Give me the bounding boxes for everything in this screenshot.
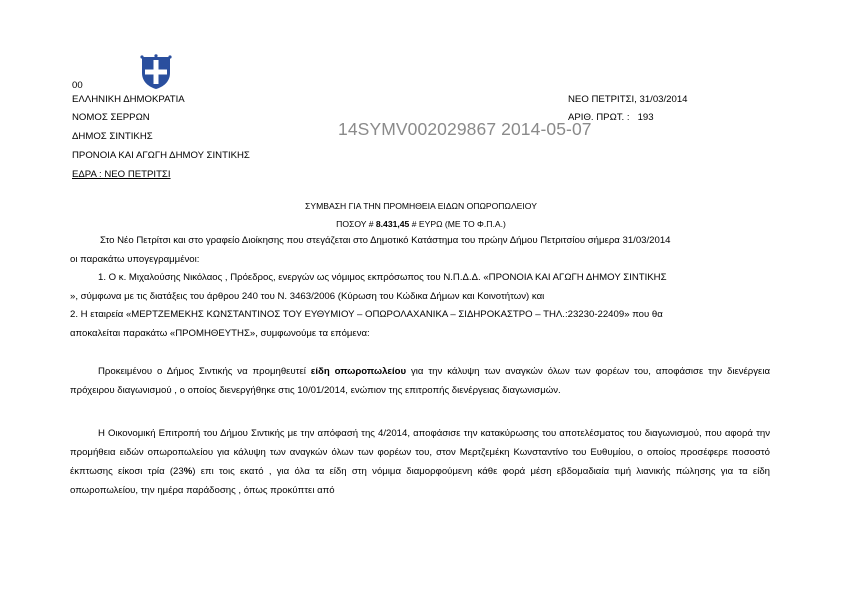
contract-title: ΣΥΜΒΑΣΗ ΓΙΑ ΤΗΝ ΠΡΟΜΗΘΕΙΑ ΕΙΔΩΝ ΟΠΩΡΟΠΩΛΕΙΟΥ	[305, 201, 537, 211]
para3-text-a: Η Οικονομική Επιτροπή του Δήμου Σιντικής με την απόφασή της 4/2014, αποφάσισε την κατακύρωσης του αποτελέσματος του διαγωνισμού, που αφορά την προμήθεια ειδών οπωροπωλείου για κάλυψη των αναγκών όλων των φορέων του, στον Μερτζεμέκη Κωνσταντίνο του Ευθυμίου, ο οποίος προσέφερε ποσοστό έκπτωσης είκοσι τρία (23	[70, 428, 770, 477]
header-organization: ΠΡΟΝΟΙΑ ΚΑΙ ΑΓΩΓΗ ΔΗΜΟΥ ΣΙΝΤΙΚΗΣ	[72, 150, 250, 161]
amount-value: 8.431,45	[375, 219, 410, 229]
intro-line-1: Στο Νέο Πετρίτσι και στο γραφείο Διοίκησης που στεγάζεται στο Δημοτικό Κατάστημα του πρώην Δήμου Πετριτσίου σήμερα 31/03/2014	[100, 235, 671, 246]
paragraph-committee-decision	[70, 424, 770, 500]
doc-number-top: 00	[72, 80, 83, 91]
paragraph-procurement	[70, 362, 770, 400]
place-date: ΝΕΟ ΠΕΤΡΙΤΣΙ, 31/03/2014	[568, 94, 688, 105]
diavgeia-stamp: 14SYMV002029867 2014-05-07	[338, 119, 592, 139]
header-municipality: ΔΗΜΟΣ ΣΙΝΤΙΚΗΣ	[72, 131, 153, 142]
hellenic-emblem-icon	[138, 54, 174, 90]
para2-text-a: Προκειμένου ο Δήμος Σιντικής να προμηθευτεί	[98, 366, 311, 377]
party1-line-1: 1. Ο κ. Μιχαλούσης Νικόλαος , Πρόεδρος, ενεργών ως νόμιμος εκπρόσωπος του Ν.Π.Δ.Δ. «ΠΡΟΝΟΙΑ ΚΑΙ ΑΓΩΓΗ ΔΗΜΟΥ ΣΙΝΤΙΚΗΣ	[98, 272, 667, 283]
para3-percent: %	[183, 466, 193, 477]
party2-line-1: 2. Η εταιρεία «ΜΕΡΤΖΕΜΕΚΗΣ ΚΩΝΣΤΑΝΤΙΝΟΣ ΤΟΥ ΕΥΘΥΜΙΟΥ – ΟΠΩΡΟΛΑΧΑΝΙΚΑ – ΣΙΔΗΡΟΚΑΣΤΡΟ – ΤΗΛ.:23230-22409» που θα	[70, 309, 663, 320]
protocol-number: 193	[637, 112, 654, 123]
contract-amount-line	[0, 218, 842, 230]
header-seat: ΕΔΡΑ : ΝΕΟ ΠΕΤΡΙΤΣΙ	[72, 169, 171, 180]
amount-prefix: ΠΟΣΟΥ #	[336, 219, 374, 229]
para2-bold: είδη οπωροπωλείου	[310, 366, 407, 377]
party1-line-2: », σύμφωνα με τις διατάξεις του άρθρου 240 του Ν. 3463/2006 (Κύρωση του Κώδικα Δήμων και Κοινοτήτων) και	[70, 291, 545, 302]
para3-text-b: ) επι τοις εκατό , για όλα τα είδη στη νόμιμα διαμορφούμενη κάθε φορά μέση εβδομαδιαία τιμή λιανικής πώλησης για τα είδη οπωροπωλείου, την ημέρα παράδοσης , όπως προκύπτει από	[70, 466, 771, 496]
header-country: ΕΛΛΗΝΙΚΗ ΔΗΜΟΚΡΑΤΙΑ	[72, 94, 185, 105]
header-prefecture: ΝΟΜΟΣ ΣΕΡΡΩΝ	[72, 112, 150, 123]
party2-line-2: αποκαλείται παρακάτω «ΠΡΟΜΗΘΕΥΤΗΣ», συμφωνούμε τα επόμενα:	[70, 328, 370, 339]
intro-line-2: οι παρακάτω υπογεγραμμένοι:	[70, 254, 200, 265]
amount-suffix: # ΕΥΡΩ (ΜΕ ΤΟ Φ.Π.Α.)	[411, 219, 506, 229]
protocol-label: ΑΡΙΘ. ΠΡΩΤ. :	[568, 112, 630, 123]
para2-text-b: για την κάλυψη των αναγκών όλων των φορέων του, αποφάσισε την διενέργεια πρόχειρου διαγωνισμού , ο οποίος διενεργήθηκε στις 10/01/2014, ενώπιον της επιτροπής διενέργειας διαγωνισμών.	[70, 366, 771, 396]
